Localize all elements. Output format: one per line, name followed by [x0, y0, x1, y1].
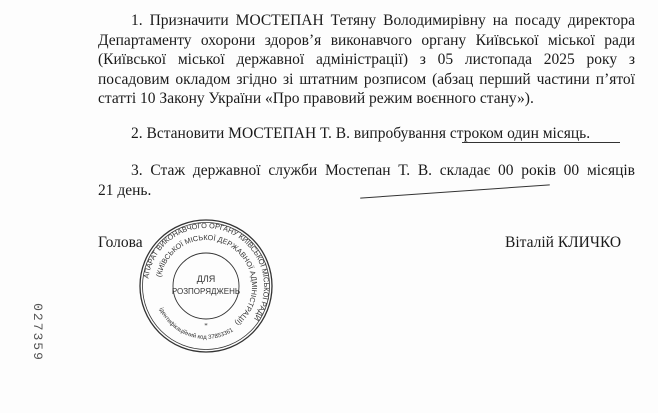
paragraph1-line: (Київської міської державної адміністрації) з 05 листопада 2025 року з — [98, 51, 635, 68]
signatory-title: Голова — [98, 234, 143, 251]
stamp-outer-text: АПАРАТ ВИКОНАВЧОГО ОРГАНУ КИЇВСЬКОЇ МІСЬКОЇ РАДИ — [141, 220, 272, 323]
svg-text:*: * — [204, 322, 208, 330]
pen-stroke — [360, 184, 550, 198]
paragraph2: 2. Встановити МОСТЕПАН Т. В. випробування строком один місяць. — [131, 125, 591, 142]
paragraph3-line: 21 день. — [98, 182, 152, 199]
paragraph3-line: 3. Стаж державної служби Мостепан Т. В. складає 00 років 00 місяців — [131, 162, 635, 179]
stamp-center-line2: РОЗПОРЯДЖЕНЬ — [171, 287, 241, 296]
stamp-code-text: ідентифікаційний код 37853361 — [157, 306, 235, 341]
stamp-center-line1: ДЛЯ — [196, 274, 216, 284]
paragraph1-line: Департаменту охорони здоров’я виконавчого органу Київської міської ради — [98, 32, 635, 49]
svg-text:ідентифікаційний код 37853361 — [158, 307, 236, 341]
paragraph1-line: статті 10 Закону України «Про правовий режим воєнного стану»). — [98, 90, 534, 107]
paragraph1-line: посадовим окладом згідно зі штатним розписом (абзац перший частини п’ятої — [98, 71, 635, 88]
paragraph1-line: 1. Призначити МОСТЕПАН Тетяну Володимирівну на посаду директора — [131, 12, 635, 29]
official-stamp — [138, 218, 274, 354]
pen-underline — [462, 142, 620, 143]
signatory-name: Віталій КЛИЧКО — [505, 234, 622, 251]
registration-number: 027359 — [29, 303, 45, 362]
stamp-inner-text: (КИЇВСЬКОЇ МІСЬКОЇ ДЕРЖАВНОЇ АДМІНІСТРАЦІЇ) — [153, 232, 260, 328]
